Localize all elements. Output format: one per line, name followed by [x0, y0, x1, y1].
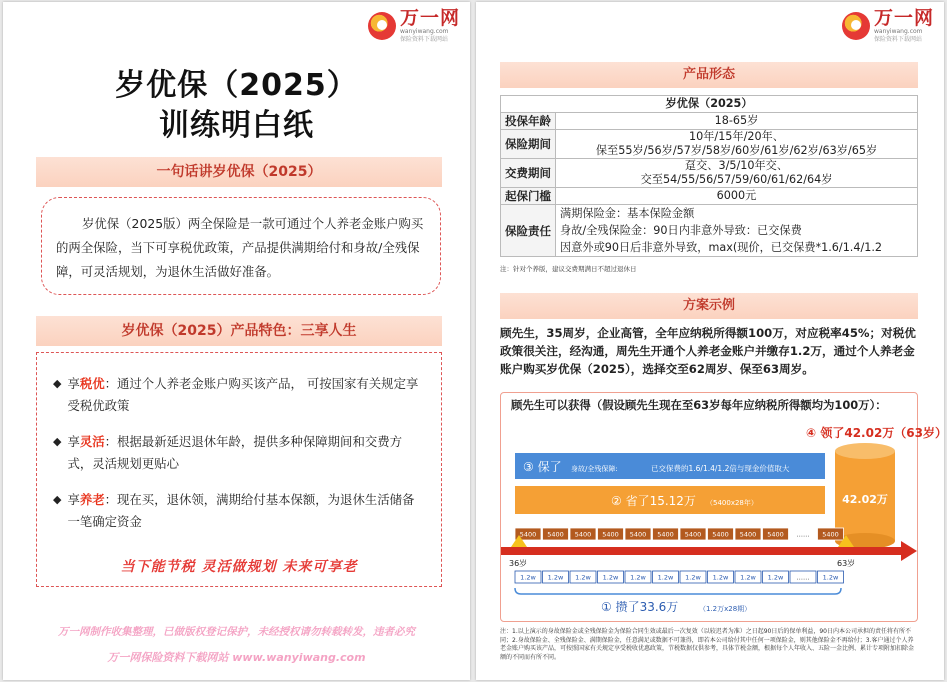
logo-icon	[842, 12, 870, 40]
feature-key: 税优	[79, 376, 105, 391]
cell-label: 5400	[684, 530, 702, 539]
logo-tagline: 保险资料下载网站	[399, 36, 448, 43]
left-page	[3, 2, 470, 680]
benefit-diagram	[500, 392, 947, 622]
diamond-bullet-icon: ◆	[53, 377, 62, 390]
cell-label: 5400	[519, 530, 537, 539]
slogan: 当下能节税 灵活做规划 未来可享老	[120, 559, 358, 575]
table-row	[501, 130, 918, 159]
cell-label: 1.2w	[630, 573, 646, 582]
premium-cells	[515, 571, 844, 583]
case-text: 顾先生，35周岁，企业高管，全年应纳税所得额100万，对应税率45%；对税优政策很关注，经沟通，周先生开通个人养老金账户并缴存1.2万，通过个人养老金账户购买岁优保（2025），选择交至62周岁、保至63周岁。	[500, 326, 916, 376]
item3-small: 身故/全残保障:	[571, 465, 618, 473]
product-spec-table	[500, 95, 918, 257]
feature-text: ：通过个人养老金账户购买该产品， 可按国家有关规定享受税优政策	[67, 376, 419, 413]
cell-label: 1.2w	[740, 573, 756, 582]
feature-item: ◆ 享灵活：根据最新延迟退休年龄，提供多种保障期间和交费方式，灵活规划更贴心	[53, 431, 425, 475]
cell-dots: ……	[796, 573, 810, 582]
cell-label: 5400	[712, 530, 729, 539]
tax-saving-cells	[515, 528, 844, 540]
section-heading-summary: 一句话讲岁优保（2025）	[36, 157, 442, 187]
item1-label: ① 攒了33.6万	[601, 600, 679, 614]
logo-name: 万一网	[399, 7, 460, 29]
footnote: 注：1.以上演示的身故保险金或全残保险金为保险合同生效或最后一次复效（以较迟者为准）之日起90日后的保单利益，90日内本公司承担的责任将有所不同；2.身故保险金、全残保险金、满期保险金，任意满足或数据不可兼得，即若本公司给付其中任何一项保险金，则其他保险金不再给付；3.客户通过个人养老金账户购买该产品，可按照国家有关规定享受税收优惠政策，节税数据仅供参考，具体节税金额，根据每个人年收入、五险一金比例、累计专项附加扣除金额的不同而有所不同。	[500, 628, 915, 661]
intro-box	[41, 197, 441, 295]
cell-label: 1.2w	[575, 573, 591, 582]
cell-label: 5400	[739, 530, 757, 539]
cell-label: 5400	[547, 530, 564, 539]
feature-text: ：现在买，退休领，满期给付基本保额，为退休生活储备一笔确定资金	[67, 492, 415, 529]
item2-label: ② 省了15.12万	[611, 494, 696, 508]
section-heading-features: 岁优保（2025）产品特色：三享人生	[36, 316, 442, 346]
age-start: 36岁	[509, 559, 528, 568]
section-heading-case: 方案示例	[500, 293, 918, 319]
cell-label: 1.2w	[712, 573, 729, 582]
table-value: 趸交、3/5/10年交、 交至54/55/56/57/59/60/61/62/64岁	[556, 159, 918, 188]
logo-name: 万一网	[873, 7, 934, 29]
cell-label: 5400	[602, 530, 619, 539]
table-row	[501, 113, 918, 130]
cylinder-label: 42.02万	[842, 493, 888, 506]
features-box	[36, 352, 442, 587]
feature-key: 养老	[79, 492, 105, 507]
logo	[368, 8, 460, 44]
bracket	[515, 588, 841, 594]
diagram-title: 顾先生可以获得（假设顾先生现在至63岁每年应纳税所得额均为100万）：	[511, 398, 887, 412]
watermark-site: 万一网保险资料下载网站 www.wanyiwang.com	[107, 651, 366, 664]
table-row	[501, 159, 918, 188]
age-end: 63岁	[837, 559, 856, 568]
logo-tagline: 保险资料下载网站	[873, 36, 922, 43]
cell-label: 1.2w	[822, 573, 839, 582]
table-value: 6000元	[556, 188, 918, 205]
cell-label: 1.2w	[685, 573, 701, 582]
table-key: 交费期间	[501, 159, 556, 188]
diamond-bullet-icon: ◆	[53, 493, 62, 506]
diagram-svg	[501, 393, 947, 623]
feature-item: ◆ 享养老：现在买，退休领，满期给付基本保额，为退休生活储备一笔确定资金	[53, 489, 425, 533]
table-value: 10年/15年/20年、 保至55岁/56岁/57岁/58岁/60岁/61岁/62岁/63岁/65岁	[556, 130, 918, 159]
cell-label: 1.2w	[602, 573, 619, 582]
table-row	[501, 188, 918, 205]
cell-label: 1.2w	[547, 573, 564, 582]
logo-icon	[368, 12, 396, 40]
item2-small: （5400x28年）	[706, 499, 758, 507]
cell-label: 5400	[574, 530, 592, 539]
logo-url: wanyiwang.com	[873, 28, 923, 35]
cell-label: 1.2w	[767, 573, 784, 582]
cell-label: 1.2w	[520, 573, 536, 582]
cell-label: 5400	[822, 530, 839, 539]
table-value: 满期保险金：基本保险金额 身故/全残保险金：90日内非意外导致：已交保费 因意外或90日后非意外导致，max(现价，已交保费*1.6/1.4/1.2	[556, 205, 918, 257]
table-row	[501, 96, 918, 113]
table-key: 保险期间	[501, 130, 556, 159]
feature-key: 灵活	[79, 434, 105, 449]
cell-label: 5400	[657, 530, 674, 539]
page-title-line1: 岁优保（2025）	[115, 68, 358, 103]
page-title-line2: 训练明白纸	[159, 108, 314, 143]
intro-text: 岁优保（2025版）两全保险是一款可通过个人养老金账户购买的两全保险，当下可享税优政策，产品提供满期给付和身故/全残保障，可灵活规划，为退休生活做好准备。	[56, 216, 424, 279]
logo-url: wanyiwang.com	[399, 28, 449, 35]
section-heading-product-form: 产品形态	[500, 62, 918, 88]
table-key: 投保年龄	[501, 113, 556, 130]
arrow-head-icon	[901, 541, 917, 561]
feature-item: ◆ 享税优：通过个人养老金账户购买该产品， 可按国家有关规定享受税优政策	[53, 373, 425, 417]
watermark-copyright: 万一网制作收集整理，已做版权登记保护，未经授权请勿转载转发，违者必究	[58, 626, 415, 638]
item3-text: 已交保费的1.6/1.4/1.2倍与现金价值取大	[651, 464, 790, 473]
item1-small: （1.2万x28期）	[699, 605, 752, 613]
cell-label: 1.2w	[657, 573, 674, 582]
table-product-name: 岁优保（2025）	[501, 96, 918, 113]
table-note: 注：针对个养版，建议交费期满日不超过退休日	[500, 265, 637, 273]
cell-label: 5400	[767, 530, 784, 539]
table-value: 18-65岁	[556, 113, 918, 130]
feature-text: ：根据最新延迟退休年龄，提供多种保障期间和交费方式，灵活规划更贴心	[67, 434, 403, 471]
table-key: 起保门槛	[501, 188, 556, 205]
table-row	[501, 205, 918, 257]
cell-label: 5400	[629, 530, 647, 539]
table-key: 保险责任	[501, 205, 556, 257]
diamond-bullet-icon: ◆	[53, 435, 62, 448]
item3-label: ③ 保了	[523, 460, 562, 474]
logo	[842, 8, 934, 44]
item4-label: ④ 领了42.02万（63岁）	[806, 426, 947, 440]
timeline-arrow	[501, 547, 901, 555]
cell-dots: ……	[796, 530, 810, 539]
right-page	[476, 2, 947, 680]
